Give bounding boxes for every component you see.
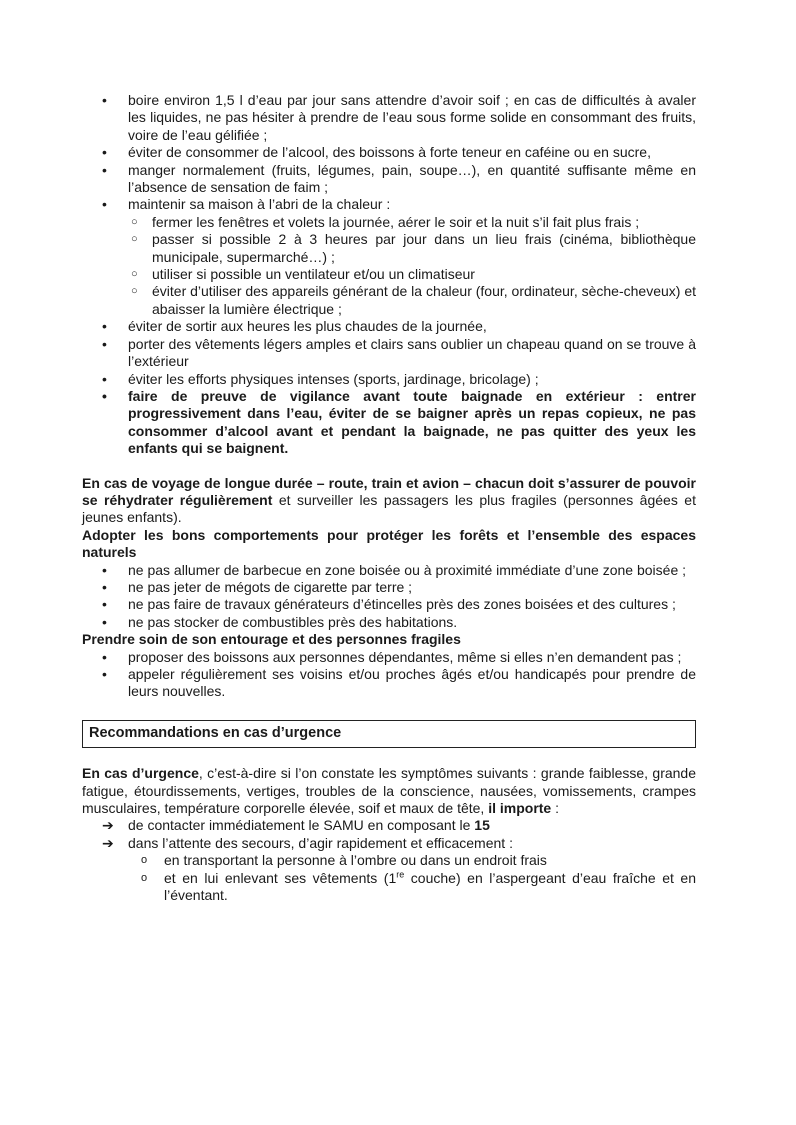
list-item: • ne pas allumer de barbecue en zone boisée ou à proximité immédiate d’une zone boisée ; [102, 561, 687, 578]
house-sublist [82, 214, 696, 318]
list-item: • maintenir sa maison à l’abri de la chaleur : [102, 196, 391, 213]
list-item: o et en lui enlevant ses vêtements (1re couche) en l’aspergeant d’eau fraîche et en l’éventant. [141, 869, 697, 904]
entourage-heading: Prendre soin de son entourage et des personnes fragiles [82, 631, 461, 648]
list-item: • ne pas stocker de combustibles près des habitations. [102, 613, 458, 630]
list-item: • proposer des boissons aux personnes dépendantes, même si elles n’en demandent pas ; [102, 648, 682, 665]
entourage-list [82, 649, 696, 701]
urgence-section-title: Recommandations en cas d’urgence [82, 720, 696, 748]
bullet-icon: • [102, 161, 107, 178]
bullet-icon: • [102, 92, 107, 108]
voyage-paragraph: En cas de voyage de longue durée – route, train et avion – chacun doit s’assurer de pouvoir se réhydrater régulièrement et surveiller les passagers les plus fragiles (personnes âgées et jeunes enfants). [82, 474, 696, 526]
list-item: • éviter les efforts physiques intenses (sports, jardinage, bricolage) ; [102, 370, 539, 387]
circle-bullet-icon: ○ [131, 233, 138, 246]
list-item-baignade: • faire de preuve de vigilance avant toute baignade en extérieur : entrer progressivement dans l’eau, éviter de se baigner après un repas copieux, ne pas consommer d’alcool avant et pendant la baignade, ne pas quitter des yeux les enfants qui se baignent. [102, 387, 696, 457]
bullet-icon: • [102, 561, 107, 578]
heat-advice-list-continued [82, 318, 696, 457]
urgence-steps [82, 817, 696, 852]
list-item: • éviter de sortir aux heures les plus chaudes de la journée, [102, 318, 487, 335]
list-item: ➔ de contacter immédiatement le SAMU en composant le 15 [102, 817, 490, 834]
bullet-icon: • [102, 666, 107, 682]
bullet-icon: • [102, 318, 107, 335]
document-page [82, 92, 696, 904]
list-item: • ne pas jeter de mégots de cigarette par terre ; [102, 578, 413, 595]
bullet-icon: • [102, 144, 107, 161]
list-item: ○ passer si possible 2 à 3 heures par jour dans un lieu frais (cinéma, bibliothèque municipale, supermarché…) ; [131, 231, 696, 265]
bullet-icon: • [102, 596, 107, 613]
list-item: ○ éviter d’utiliser des appareils générant de la chaleur (four, ordinateur, sèche-cheveux) et abaisser la lumière électrique ; [131, 283, 696, 317]
circle-bullet-icon: ○ [131, 268, 138, 281]
list-item: • boire environ 1,5 l d’eau par jour sans attendre d’avoir soif ; en cas de difficultés à avaler les liquides, ne pas hésiter à prendre de l’eau sous forme solide en consommant des fruits, voire de l’eau gélifiée ; [102, 92, 696, 143]
bullet-icon: • [102, 370, 107, 387]
list-item: ➔ dans l’attente des secours, d’agir rapidement et efficacement : [102, 834, 513, 851]
list-item: • éviter de consommer de l’alcool, des boissons à forte teneur en caféine ou en sucre, [102, 144, 651, 161]
urgence-paragraph: En cas d’urgence, c’est-à-dire si l’on constate les symptômes suivants : grande faiblesse, grande fatigue, étourdissements, vertiges, troubles de la conscience, nausées, vomissements, crampes musculaires, température corporelle élevée, soif et maux de tête, il importe : [82, 765, 696, 817]
bullet-icon: • [102, 196, 107, 213]
list-item: ○ utiliser si possible un ventilateur et/ou un climatiseur [131, 266, 475, 283]
forets-heading: Adopter les bons comportements pour protéger les forêts et l’ensemble des espaces naturels [82, 526, 696, 561]
urgence-substeps [82, 852, 696, 904]
bullet-icon: • [102, 578, 107, 595]
list-item: o en transportant la personne à l’ombre ou dans un endroit frais [141, 852, 547, 869]
circle-bullet-icon: ○ [131, 215, 138, 228]
arrow-right-icon: ➔ [102, 817, 114, 834]
bullet-icon: • [102, 335, 107, 352]
heat-advice-list [82, 92, 696, 214]
bullet-icon: • [102, 648, 107, 665]
arrow-right-icon: ➔ [102, 834, 114, 851]
bullet-icon: • [102, 387, 107, 404]
bullet-icon: • [102, 613, 107, 630]
list-item: • appeler régulièrement ses voisins et/ou proches âgés et/ou handicapés pour prendre de leurs nouvelles. [102, 666, 696, 700]
list-item: • porter des vêtements légers amples et clairs sans oublier un chapeau quand on se trouve à l’extérieur [102, 335, 696, 370]
circle-bullet-icon: o [141, 854, 148, 867]
circle-bullet-icon: o [141, 871, 148, 884]
list-item: • manger normalement (fruits, légumes, pain, soupe…), en quantité suffisante même en l’absence de sensation de faim ; [102, 161, 696, 196]
circle-bullet-icon: ○ [131, 285, 138, 298]
list-item: ○ fermer les fenêtres et volets la journée, aérer le soir et la nuit s’il fait plus frais ; [131, 213, 640, 230]
forets-list [82, 562, 696, 632]
list-item: • ne pas faire de travaux générateurs d’étincelles près des zones boisées et des cultures ; [102, 596, 676, 613]
